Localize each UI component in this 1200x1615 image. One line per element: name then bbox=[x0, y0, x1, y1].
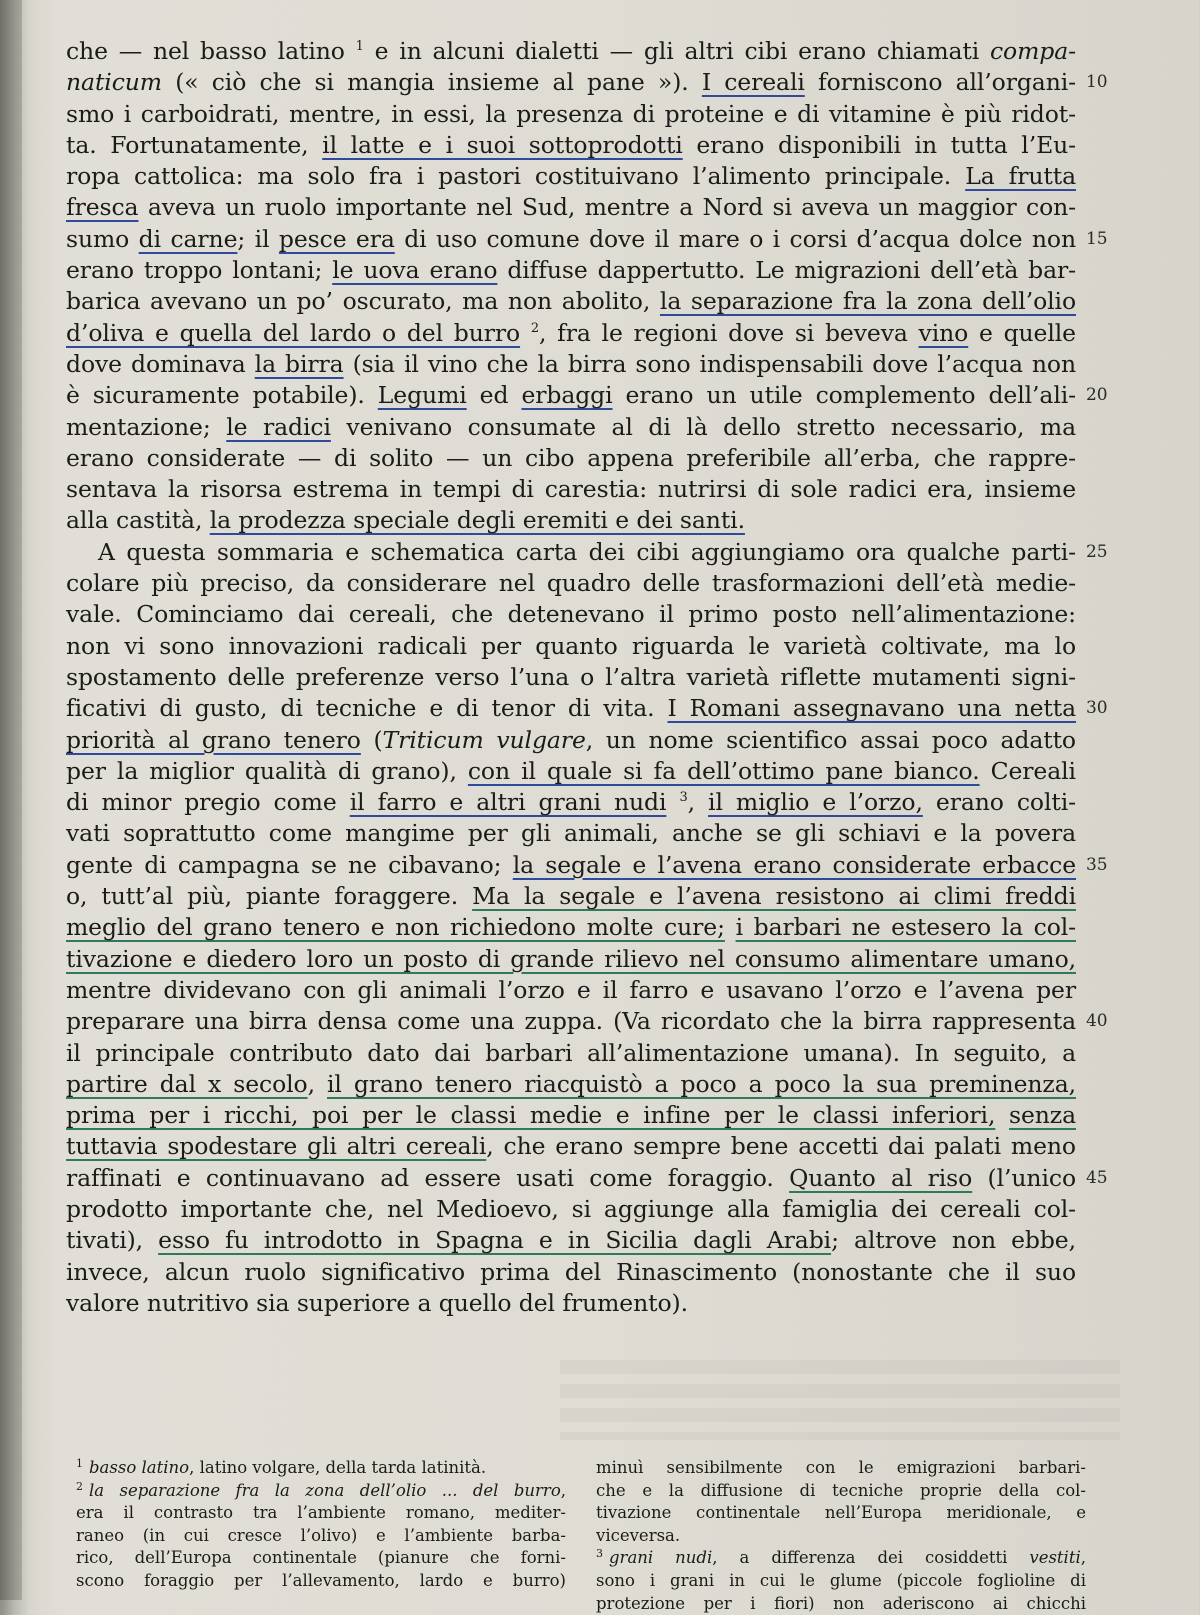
text-run: sono i grani in cui le glume (piccole foglioline di bbox=[596, 1570, 1086, 1590]
text-run: ficativi di gusto, di tecniche e di tenor di vita. bbox=[66, 694, 668, 723]
main-text-block bbox=[66, 36, 1108, 1319]
footnotes bbox=[76, 1457, 1156, 1615]
footnote-marker: 1 bbox=[76, 1457, 83, 1470]
text-run: raneo (in cui cresce l’olivo) e l’ambiente barba- bbox=[76, 1525, 566, 1545]
text-run: ( bbox=[360, 725, 383, 754]
underlined-phrase: prima per i ricchi, poi per le classi medie e infine per le classi inferiori, bbox=[66, 1101, 996, 1130]
text-line bbox=[66, 192, 1076, 223]
text-run: , bbox=[560, 1480, 566, 1500]
footnote-line bbox=[76, 1457, 566, 1480]
text-run bbox=[520, 319, 531, 347]
text-run: ; altrove non ebbe, bbox=[831, 1226, 1076, 1255]
text-line bbox=[66, 412, 1076, 443]
text-run: spostamento delle preferenze verso l’una o l’altra varietà riflette mutamenti signi- bbox=[66, 662, 1076, 691]
underlined-phrase: senza bbox=[1009, 1101, 1076, 1130]
text-run: , fra le regioni dove si beveva bbox=[539, 318, 919, 347]
text-run: protezione per i fiori) non aderiscono ai chicchi bbox=[596, 1593, 1086, 1613]
underlined-phrase: la prodezza speciale degli eremiti e dei santi. bbox=[209, 506, 745, 535]
text-run: erano disponibili in tutta l’Eu- bbox=[682, 130, 1076, 159]
text-line bbox=[66, 505, 1076, 536]
underlined-phrase: d’oliva e quella del lardo o del burro bbox=[66, 318, 521, 347]
footnote-line bbox=[596, 1502, 1086, 1525]
text-run: Triticum vulgare bbox=[382, 725, 586, 754]
text-line bbox=[66, 36, 1076, 67]
underlined-phrase: la birra bbox=[254, 349, 344, 378]
text-run: vestiti bbox=[1029, 1548, 1081, 1568]
underlined-phrase: il miglio e l’orzo, bbox=[708, 788, 923, 817]
underlined-phrase: meglio del grano tenero e non richiedono molte cure; bbox=[66, 913, 725, 942]
text-line bbox=[66, 474, 1076, 505]
text-line bbox=[66, 599, 1076, 630]
text-line bbox=[66, 443, 1076, 474]
footnote-line bbox=[596, 1525, 1086, 1548]
text-run: alla castità, bbox=[66, 506, 210, 535]
text-run: rico, dell’Europa continentale (pianure che forni- bbox=[76, 1548, 566, 1568]
text-line bbox=[66, 286, 1076, 317]
text-run bbox=[666, 788, 679, 816]
text-run: o, tutt’al più, piante foraggere. bbox=[66, 882, 473, 911]
text-line bbox=[66, 318, 1076, 349]
footnote-line bbox=[596, 1480, 1086, 1503]
line-number: 15 bbox=[1086, 228, 1108, 249]
text-run: non vi sono innovazioni radicali per quanto riguarda le varietà coltivate, ma lo bbox=[66, 631, 1076, 660]
underlined-phrase: vino bbox=[918, 318, 969, 347]
text-run: , bbox=[687, 788, 709, 817]
underlined-phrase: erbaggi bbox=[521, 381, 613, 410]
footnote-line bbox=[76, 1570, 566, 1593]
underlined-phrase: le uova erano bbox=[332, 256, 498, 285]
text-line bbox=[66, 944, 1076, 975]
text-line bbox=[66, 725, 1076, 756]
underlined-phrase: priorità al grano tenero bbox=[66, 725, 361, 754]
text-run: grani nudi bbox=[609, 1548, 713, 1568]
text-run bbox=[725, 913, 736, 941]
text-run: erano un utile complemento dell’ali- bbox=[612, 381, 1076, 410]
text-run: mentre dividevano con gli animali l’orzo e il farro e usavano l’orzo e l’avena per bbox=[66, 975, 1076, 1004]
footnote-line bbox=[76, 1480, 566, 1503]
text-run: basso latino bbox=[89, 1458, 190, 1477]
text-line bbox=[66, 537, 1108, 568]
text-run: (« ciò che si mangia insieme al pane »). bbox=[162, 68, 702, 97]
text-run: colare più preciso, da considerare nel quadro delle trasformazioni dell’età medie- bbox=[66, 569, 1076, 598]
text-run: sentava la risorsa estrema in tempi di carestia: nutrirsi di sole radici era, insieme bbox=[66, 475, 1076, 504]
text-line bbox=[66, 380, 1108, 411]
text-line bbox=[66, 255, 1076, 286]
line-number: 20 bbox=[1086, 385, 1108, 406]
underlined-phrase: Ma la segale e l’avena resistono ai climi freddi bbox=[472, 882, 1076, 911]
text-line bbox=[66, 693, 1108, 724]
text-run: naticum bbox=[66, 68, 162, 97]
text-line bbox=[66, 631, 1076, 662]
text-run: , bbox=[307, 1069, 328, 1098]
text-run: vale. Cominciamo dai cereali, che detenevano il primo posto nell’alimentazione: bbox=[66, 600, 1076, 629]
text-line bbox=[66, 568, 1076, 599]
text-run: minuì sensibilmente con le emigrazioni barbari- bbox=[596, 1458, 1086, 1477]
text-run: , latino volgare, della tarda latinità. bbox=[189, 1458, 487, 1477]
text-run: che e la diffusione di tecniche proprie della col- bbox=[596, 1480, 1086, 1500]
text-line bbox=[66, 662, 1076, 693]
footnotes-right-column bbox=[596, 1457, 1086, 1615]
footnote-line bbox=[76, 1547, 566, 1570]
text-line bbox=[66, 1194, 1076, 1225]
text-run: dove dominava bbox=[66, 349, 255, 378]
footnote-marker: 3 bbox=[679, 790, 688, 806]
text-run: e quelle bbox=[968, 318, 1076, 347]
text-run: è sicuramente potabile). bbox=[66, 381, 378, 410]
text-run: barica avevano un po’ oscurato, ma non abolito, bbox=[66, 287, 660, 316]
text-run: (sia il vino che la birra sono indispensabili dove l’acqua non bbox=[343, 349, 1077, 378]
text-run: diffuse dappertutto. Le migrazioni dell’età bar- bbox=[497, 256, 1076, 285]
underlined-phrase: La frutta bbox=[965, 162, 1076, 191]
text-run: , che erano sempre bene accetti dai palati meno bbox=[486, 1132, 1076, 1161]
underlined-phrase: la segale e l’avena erano considerate erbacce bbox=[512, 850, 1077, 879]
underlined-phrase: i barbari ne estesero la col- bbox=[735, 913, 1076, 942]
text-run: Cereali bbox=[979, 756, 1076, 785]
footnote-marker: 2 bbox=[530, 320, 540, 336]
underlined-phrase: le radici bbox=[226, 412, 331, 441]
text-run: compa- bbox=[990, 37, 1076, 65]
text-run: ropa cattolica: ma solo fra i pastori costituivano l’alimento principale. bbox=[66, 162, 966, 191]
text-run: , a differenza dei cosiddetti bbox=[712, 1548, 1030, 1568]
footnote-line bbox=[596, 1570, 1086, 1593]
underlined-phrase: Legumi bbox=[377, 381, 467, 410]
text-line bbox=[66, 1288, 1076, 1319]
text-run: viceversa. bbox=[596, 1525, 681, 1545]
text-run: tivati), bbox=[66, 1226, 159, 1255]
text-run: ed bbox=[466, 381, 522, 410]
footnote-marker: 3 bbox=[596, 1547, 603, 1561]
footnote-line bbox=[596, 1457, 1086, 1480]
text-run: vati soprattutto come mangime per gli animali, anche se gli schiavi e la povera bbox=[66, 819, 1076, 848]
text-run: era il contrasto tra l’ambiente romano, mediter- bbox=[76, 1503, 566, 1523]
text-line bbox=[66, 1257, 1076, 1288]
underlined-phrase: I cereali bbox=[701, 68, 805, 97]
bleed-through-text bbox=[560, 1360, 1120, 1440]
footnotes-left-column bbox=[76, 1457, 566, 1615]
text-run: ta. Fortunatamente, bbox=[66, 130, 323, 159]
line-number: 35 bbox=[1086, 854, 1108, 875]
text-run: ; il bbox=[237, 224, 279, 253]
text-line bbox=[66, 818, 1076, 849]
text-line bbox=[66, 881, 1076, 912]
text-run: mentazione; bbox=[66, 412, 227, 441]
text-run: venivano consumate al di là dello stretto necessario, ma bbox=[330, 412, 1076, 441]
footnote-marker: 1 bbox=[355, 39, 364, 54]
text-run: , un nome scientifico assai poco adatto bbox=[585, 725, 1076, 754]
text-line bbox=[66, 99, 1076, 130]
text-run: raffinati e continuavano ad essere usati come foraggio. bbox=[66, 1163, 790, 1192]
text-line bbox=[66, 1225, 1076, 1256]
text-run: la separazione fra la zona dell’olio ... del burro bbox=[89, 1480, 561, 1500]
text-line bbox=[66, 161, 1076, 192]
underlined-phrase: tivazione e diedero loro un posto di grande rilievo nel consumo alimentare umano, bbox=[66, 944, 1076, 973]
text-line bbox=[66, 349, 1076, 380]
underlined-phrase: il latte e i suoi sottoprodotti bbox=[322, 130, 683, 159]
text-line bbox=[66, 1006, 1108, 1037]
underlined-phrase: Quanto al riso bbox=[789, 1163, 973, 1192]
text-run: sumo bbox=[66, 224, 139, 253]
text-line bbox=[66, 67, 1108, 98]
underlined-phrase: con il quale si fa dell’ottimo pane bianco. bbox=[467, 756, 980, 785]
underlined-phrase: il grano tenero riacquistò a poco a poco la sua preminenza, bbox=[327, 1069, 1076, 1098]
line-number: 25 bbox=[1086, 541, 1108, 562]
text-line bbox=[66, 850, 1108, 881]
text-line bbox=[66, 224, 1108, 255]
text-run: di minor pregio come bbox=[66, 788, 350, 817]
text-run: smo i carboidrati, mentre, in essi, la presenza di proteine e di vitamine è più ridot- bbox=[66, 99, 1076, 128]
text-line bbox=[66, 975, 1076, 1006]
text-line bbox=[66, 912, 1076, 943]
text-run: di uso comune dove il mare o i corsi d’acqua dolce non bbox=[394, 224, 1076, 253]
underlined-phrase: la separazione fra la zona dell’olio bbox=[659, 287, 1076, 316]
footnote-line bbox=[596, 1547, 1086, 1570]
text-run: e in alcuni dialetti — gli altri cibi erano chiamati bbox=[363, 37, 990, 65]
footnote-line bbox=[596, 1593, 1086, 1615]
text-run: che — nel basso latino bbox=[66, 37, 356, 65]
text-run: il principale contributo dato dai barbari all’alimentazione umana). In seguito, a bbox=[66, 1038, 1076, 1067]
line-number: 10 bbox=[1086, 72, 1108, 93]
text-run: tivazione continentale nell’Europa meridionale, e bbox=[596, 1503, 1086, 1523]
underlined-phrase: I Romani assegnavano una netta bbox=[667, 694, 1076, 723]
book-spine-shadow bbox=[0, 0, 22, 1600]
text-line bbox=[66, 756, 1076, 787]
text-line bbox=[66, 1131, 1076, 1162]
text-run: prodotto importante che, nel Medioevo, si aggiunge alla famiglia dei cereali col- bbox=[66, 1194, 1076, 1223]
footnote-line bbox=[76, 1525, 566, 1548]
underlined-phrase: il farro e altri grani nudi bbox=[349, 788, 667, 817]
underlined-phrase: tuttavia spodestare gli altri cereali bbox=[66, 1132, 487, 1161]
text-run: preparare una birra densa come una zuppa. (Va ricordato che la birra rappresenta bbox=[66, 1007, 1076, 1036]
text-run: invece, alcun ruolo significativo prima del Rinascimento (nonostante che il suo bbox=[66, 1257, 1076, 1286]
text-run: erano troppo lontani; bbox=[66, 256, 333, 285]
text-run: forniscono all’organi- bbox=[804, 68, 1077, 97]
underlined-phrase: di carne bbox=[138, 224, 238, 253]
text-line bbox=[66, 130, 1076, 161]
line-number: 45 bbox=[1086, 1167, 1108, 1188]
underlined-phrase: fresca bbox=[66, 193, 139, 222]
text-line bbox=[66, 1163, 1108, 1194]
text-run: aveva un ruolo importante nel Sud, mentre a Nord si aveva un maggior con- bbox=[138, 193, 1076, 222]
underlined-phrase: partire dal x secolo bbox=[66, 1069, 308, 1098]
text-line bbox=[66, 1100, 1076, 1131]
line-number: 30 bbox=[1086, 698, 1108, 719]
line-number: 40 bbox=[1086, 1011, 1108, 1032]
text-run: per la miglior qualità di grano), bbox=[66, 756, 468, 785]
text-line bbox=[66, 787, 1076, 818]
text-run: (l’unico bbox=[972, 1163, 1076, 1192]
text-line bbox=[66, 1069, 1076, 1100]
text-run bbox=[995, 1101, 1009, 1129]
footnote-line bbox=[76, 1502, 566, 1525]
footnote-marker: 2 bbox=[76, 1479, 83, 1493]
underlined-phrase: esso fu introdotto in Spagna e in Sicilia dagli Arabi bbox=[158, 1226, 832, 1255]
text-run: gente di campagna se ne cibavano; bbox=[66, 850, 513, 879]
underlined-phrase: pesce era bbox=[278, 224, 395, 253]
text-run: erano colti- bbox=[922, 788, 1076, 817]
text-run: A questa sommaria e schematica carta dei cibi aggiungiamo ora qualche parti- bbox=[98, 537, 1076, 566]
text-line bbox=[66, 1038, 1076, 1069]
text-run: scono foraggio per l’allevamento, lardo e burro) bbox=[76, 1570, 566, 1590]
text-run: erano considerate — di solito — un cibo appena preferibile all’erba, che rappre- bbox=[66, 443, 1076, 472]
text-run: valore nutritivo sia superiore a quello del frumento). bbox=[66, 1288, 688, 1317]
text-run: , bbox=[1080, 1548, 1086, 1568]
